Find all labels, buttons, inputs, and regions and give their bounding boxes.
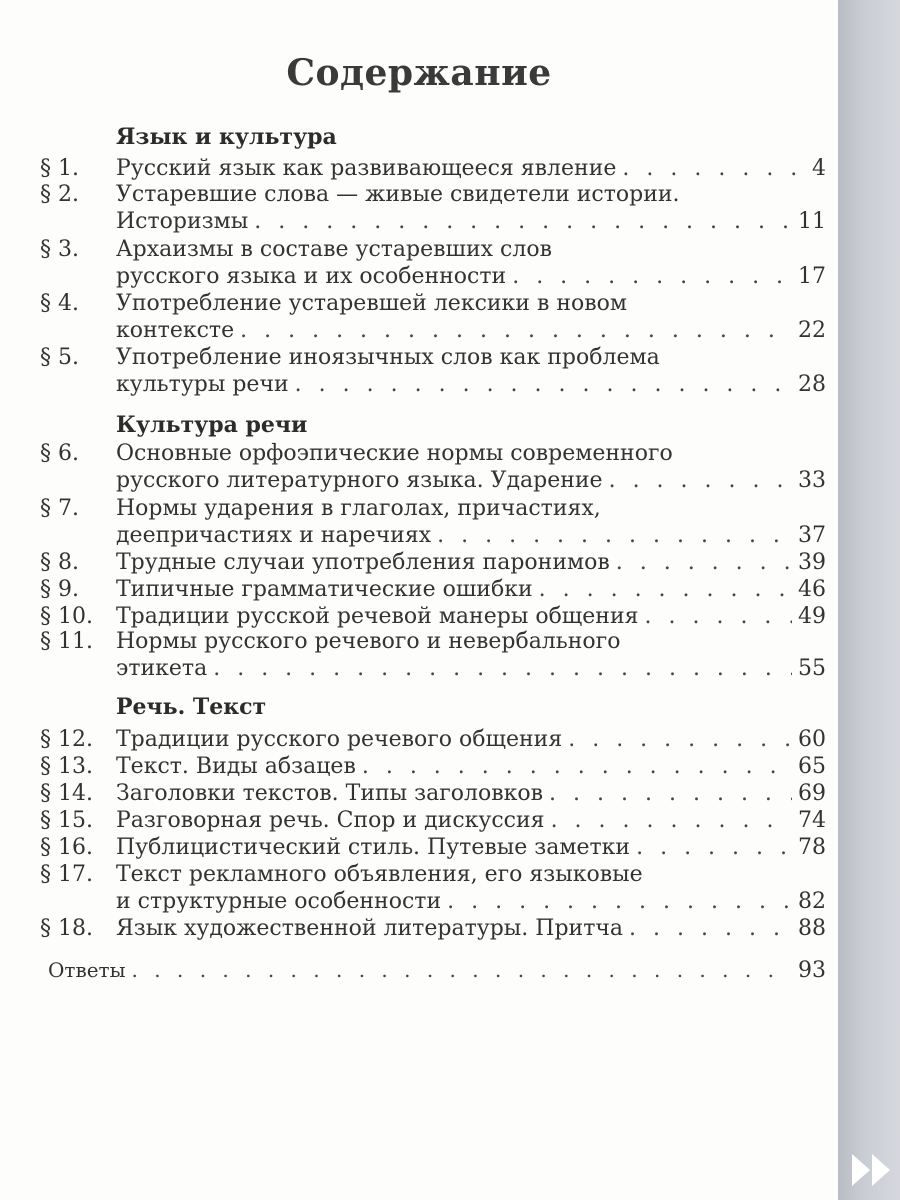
section-heading: Речь. Текст: [116, 694, 267, 720]
paragraph-number: § 3.: [40, 237, 79, 262]
page-number: 65: [798, 754, 826, 779]
entry-title-line: Трудные случаи употребления паронимов: [116, 550, 610, 575]
entry-title-line: Употребление устаревшей лексики в новом: [116, 291, 627, 316]
paragraph-number: § 6.: [40, 441, 79, 466]
entry-last-line: [116, 371, 826, 398]
section-heading: Язык и культура: [116, 124, 337, 150]
page-number: 49: [798, 604, 826, 629]
entry-title-line: Историзмы: [116, 209, 249, 234]
dot-leader: [645, 603, 793, 630]
paragraph-number: § 11.: [40, 629, 93, 654]
page-number: 11: [798, 209, 826, 234]
entry-title-line: Устаревшие слова — живые свидетели истории.: [116, 182, 680, 207]
entry-last-line: [116, 467, 826, 494]
entry-title-line: Нормы русского речевого и невербального: [116, 629, 621, 654]
page-number: 22: [798, 318, 826, 343]
entry-title-line: Основные орфоэпические нормы современного: [116, 441, 673, 466]
paragraph-number: § 16.: [40, 835, 93, 860]
page-number: 33: [798, 468, 826, 493]
entry-last-line: [116, 807, 826, 834]
page-number: 55: [798, 656, 826, 681]
entry-title-line: Текст рекламного объявления, его языковые: [116, 862, 643, 887]
page-number: 88: [798, 916, 826, 941]
entry-title-line: Заголовки текстов. Типы заголовков: [116, 781, 544, 806]
dot-leader: [437, 522, 792, 549]
entry-title-line: Типичные грамматические ошибки: [116, 577, 533, 602]
page-number: 60: [798, 727, 826, 752]
entry-title-line: контексте: [116, 318, 235, 343]
toc-answers-entry: [48, 958, 826, 983]
dot-leader: [295, 371, 792, 398]
page-number: 17: [798, 264, 826, 289]
entry-title-line: Русский язык как развивающееся явление: [116, 156, 617, 181]
entry-title-line: русского литературного языка. Ударение: [116, 468, 603, 493]
entry-last-line: [116, 753, 826, 780]
entry-title-line: русского языка и их особенности: [116, 264, 507, 289]
entry-last-line: [116, 208, 826, 235]
paragraph-number: § 8.: [40, 550, 79, 575]
page-number: 28: [798, 372, 826, 397]
dot-leader: [213, 655, 792, 682]
paragraph-number: § 12.: [40, 727, 93, 752]
entry-title-line: Нормы ударения в глаголах, причастиях,: [116, 496, 601, 521]
page-number: 74: [798, 808, 826, 833]
entry-title-line: Текст. Виды абзацев: [116, 754, 356, 779]
dot-leader: [636, 834, 792, 861]
paragraph-number: § 4.: [40, 291, 79, 316]
corner-triangles-decoration: [848, 1150, 894, 1190]
dot-leader: [132, 958, 792, 982]
answers-label: Ответы: [48, 958, 126, 982]
dot-leader: [609, 467, 792, 494]
entry-last-line: [116, 888, 826, 915]
page-number: 46: [798, 577, 826, 602]
page-edge-strip: [838, 0, 900, 1200]
section-heading: Культура речи: [116, 412, 308, 438]
entry-last-line: [116, 780, 826, 807]
paragraph-number: § 13.: [40, 754, 93, 779]
entry-title-line: деепричастиях и наречиях: [116, 523, 432, 548]
dot-leader: [254, 208, 792, 235]
dot-leader: [539, 576, 792, 603]
entry-title-line: Разговорная речь. Спор и дискуссия: [116, 808, 545, 833]
page-number: 37: [798, 523, 826, 548]
entry-last-line: [116, 576, 826, 603]
entry-title-line: Традиции русского речевого общения: [116, 727, 563, 752]
entry-last-line: [116, 726, 826, 753]
entry-title-line: этикета: [116, 656, 208, 681]
entry-title-line: культуры речи: [116, 372, 289, 397]
paragraph-number: § 2.: [40, 182, 79, 207]
page-number: 4: [812, 156, 826, 181]
dot-leader: [240, 317, 792, 344]
entry-last-line: [116, 603, 826, 630]
page-number: 39: [798, 550, 826, 575]
paragraph-number: § 17.: [40, 862, 93, 887]
page-title: Содержание: [286, 52, 552, 94]
page-number: 82: [798, 889, 826, 914]
entry-last-line: [116, 655, 826, 682]
paragraph-number: § 1.: [40, 156, 79, 181]
paragraph-number: § 10.: [40, 604, 93, 629]
entry-last-line: [116, 317, 826, 344]
paragraph-number: § 5.: [40, 345, 79, 370]
dot-leader: [447, 888, 792, 915]
entry-last-line: [116, 522, 826, 549]
entry-last-line: [116, 263, 826, 290]
paragraph-number: § 9.: [40, 577, 79, 602]
dot-leader: [551, 807, 792, 834]
entry-title-line: Публицистический стиль. Путевые заметки: [116, 835, 631, 860]
dot-leader: [512, 263, 792, 290]
entry-title-line: Язык художественной литературы. Притча: [116, 916, 624, 941]
paragraph-number: § 7.: [40, 496, 79, 521]
dot-leader: [568, 726, 792, 753]
dot-leader: [629, 915, 792, 942]
dot-leader: [549, 780, 792, 807]
entry-last-line: [116, 549, 826, 576]
entry-title-line: Употребление иноязычных слов как проблема: [116, 345, 660, 370]
entry-last-line: [116, 834, 826, 861]
paragraph-number: § 14.: [40, 781, 93, 806]
page-number: 69: [798, 781, 826, 806]
entry-last-line: [116, 155, 826, 182]
answers-page-number: 93: [798, 958, 826, 983]
entry-title-line: Традиции русской речевой манеры общения: [116, 604, 639, 629]
page-number: 78: [798, 835, 826, 860]
entry-title-line: и структурные особенности: [116, 889, 442, 914]
paragraph-number: § 18.: [40, 916, 93, 941]
dot-leader: [362, 753, 792, 780]
dot-leader: [616, 549, 792, 576]
paragraph-number: § 15.: [40, 808, 93, 833]
dot-leader: [622, 155, 806, 182]
entry-last-line: [116, 915, 826, 942]
entry-title-line: Архаизмы в составе устаревших слов: [116, 237, 552, 262]
